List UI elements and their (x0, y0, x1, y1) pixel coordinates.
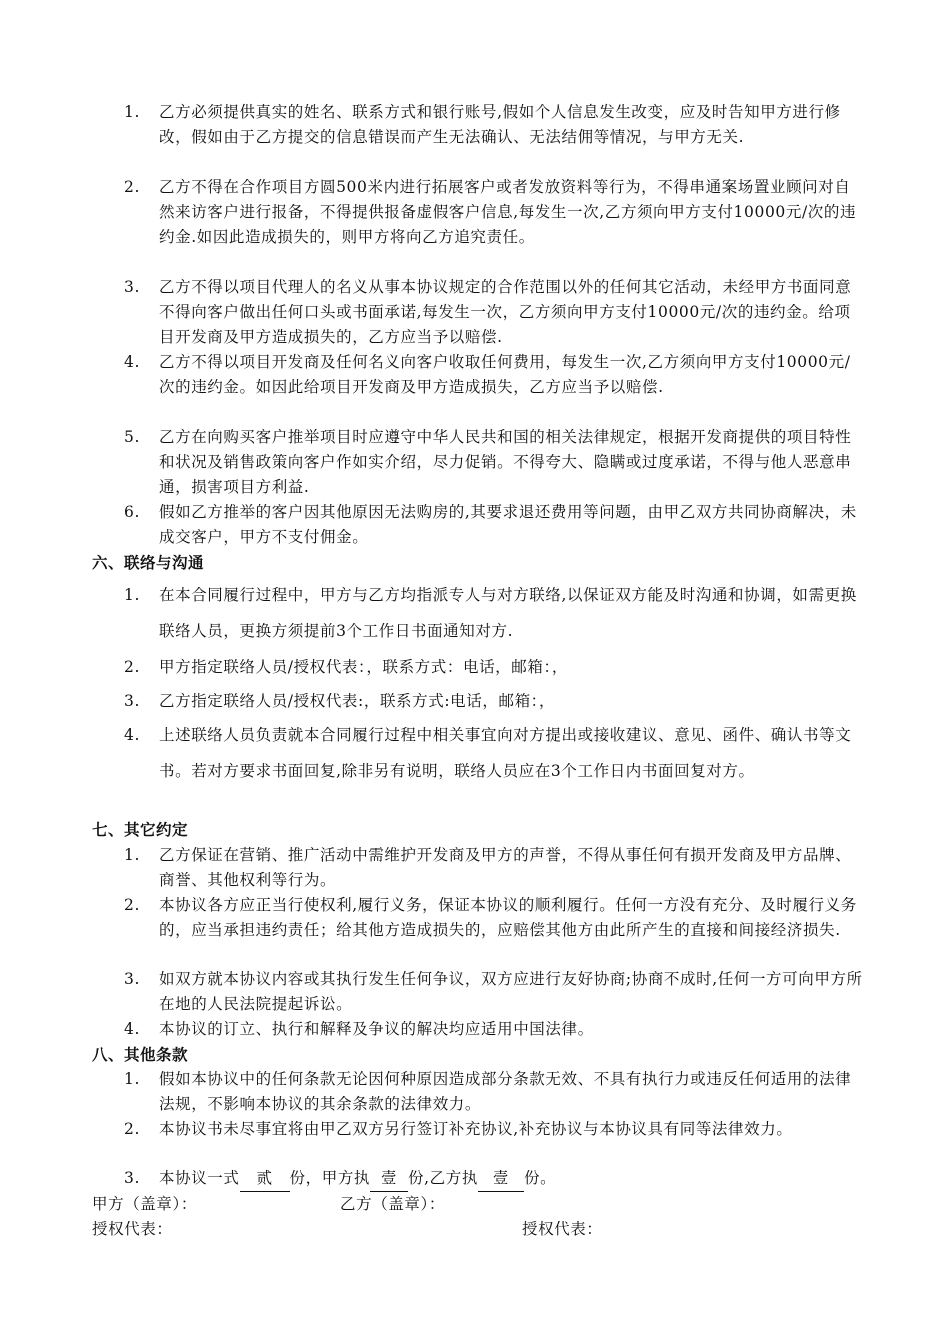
clause-8-1 (124, 1067, 864, 1117)
clause-text: 乙方指定联络人员/授权代表:，联系方式:电话，邮箱：， (159, 692, 556, 710)
clause-text: 上述联络人员负责就本合同履行过程中相关事宜向对方提出或接收建议、意见、函件、确认书等文书。若对方要求书面回复,除非另有说明，联络人员应在3个工作日内书面回复对方。 (159, 726, 852, 780)
clause-number: 1. (124, 1070, 140, 1088)
clause-number: 1. (124, 586, 140, 604)
party-b-seal-label: 乙方（盖章）： (340, 1195, 445, 1213)
clause-text: 如双方就本协议内容或其执行发生任何争议，双方应进行友好协商;协商不成时,任何一方可向甲方所在地的人民法院提起诉讼。 (159, 970, 863, 1013)
clause-5-2 (124, 175, 864, 250)
party-b-rep-label: 授权代表： (522, 1220, 603, 1238)
clause-number: 2. (124, 658, 140, 676)
clause-text: 本协议书未尽事宜将由甲乙双方另行签订补充协议,补充协议与本协议具有同等法律效力。 (159, 1120, 793, 1138)
clause-text: 乙方不得以项目代理人的名义从事本协议规定的合作范围以外的任何其它活动，未经甲方书面同意不得向客户做出任何口头或书面承诺,每发生一次，乙方须向甲方支付10000元/次的违约金。给项目开发商及甲方造成损失的，乙方应当予以赔偿. (159, 278, 852, 346)
clause-5-5 (124, 425, 864, 500)
clause-number: 3. (124, 1169, 140, 1187)
clause-text: 乙方不得在合作项目方圆500米内进行拓展客户或者发放资料等行为，不得串通案场置业顾问对自然来访客户进行报备，不得提供报备虚假客户信息,每发生一次,乙方须向甲方支付10000元/次的违约金.如因此造成损失的，则甲方将向乙方追究责任。 (159, 178, 857, 246)
clause-6-2 (124, 649, 864, 685)
party-a-rep-label: 授权代表： (92, 1220, 173, 1238)
clause-text: 乙方必须提供真实的姓名、联系方式和银行账号,假如个人信息发生改变，应及时告知甲方进行修改，假如由于乙方提交的信息错误而产生无法确认、无法结佣等情况，与甲方无关. (159, 103, 841, 146)
clause-number: 1. (124, 103, 140, 121)
clause-number: 3. (124, 692, 140, 710)
clause-text: 乙方在向购买客户推举项目时应遵守中华人民共和国的相关法律规定，根据开发商提供的项目特性和状况及销售政策向客户作如实介绍，尽力促销。不得夸大、隐瞒或过度承诺，不得与他人恶意串通，损害项目方利益. (159, 428, 852, 496)
clause-6-1 (124, 577, 864, 649)
clause-number: 3. (124, 278, 140, 296)
clause-8-3 (124, 1166, 864, 1192)
section-8-heading: 八、其他条款 (92, 1045, 189, 1064)
clause-number: 6. (124, 503, 140, 521)
clause-number: 2. (124, 178, 140, 196)
clause-6-4 (124, 717, 864, 789)
clause-text: 假如本协议中的任何条款无论因何种原因造成部分条款无效、不具有执行力或违反任何适用的法律法规，不影响本协议的其余条款的法律效力。 (159, 1070, 852, 1113)
clause-text: 乙方保证在营销、推广活动中需维护开发商及甲方的声誉，不得从事任何有损开发商及甲方品牌、商誉、其他权利等行为。 (159, 846, 852, 889)
clause-5-4 (124, 350, 864, 400)
clause-number: 2. (124, 896, 140, 914)
clause-number: 2. (124, 1120, 140, 1138)
clause-5-6 (124, 500, 864, 550)
clause-7-4 (124, 1017, 864, 1042)
copies-total-fill: 贰 (240, 1166, 290, 1192)
section-7-heading: 七、其它约定 (92, 820, 189, 839)
clause-number: 4. (124, 726, 140, 744)
clause-6-3 (124, 683, 864, 719)
clause-text: 乙方不得以项目开发商及任何名义向客户收取任何费用，每发生一次,乙方须向甲方支付10000元/次的违约金。如因此给项目开发商及甲方造成损失，乙方应当予以赔偿. (159, 353, 851, 396)
party-a-seal-label: 甲方（盖章）： (92, 1195, 197, 1213)
clause-5-1 (124, 100, 864, 150)
clause-number: 4. (124, 1020, 140, 1038)
section-6-heading: 六、联络与沟通 (92, 553, 205, 572)
clause-7-2 (124, 893, 864, 943)
clause-number: 3. (124, 970, 140, 988)
clause-7-1 (124, 843, 864, 893)
clause-text (159, 1166, 864, 1192)
copies-mid2: 份,乙方执 (408, 1169, 478, 1187)
clause-number: 4. (124, 353, 140, 371)
clause-8-2 (124, 1117, 864, 1142)
clause-text: 甲方指定联络人员/授权代表：，联系方式：电话，邮箱：， (159, 658, 568, 676)
clause-text: 本协议各方应正当行使权利,履行义务，保证本协议的顺利履行。任何一方没有充分、及时履行义务的，应当承担违约责任；给其他方造成损失的，应赔偿其他方由此所产生的直接和间接经济损失. (159, 896, 857, 939)
clause-5-3 (124, 275, 864, 350)
clause-number: 5. (124, 428, 140, 446)
copies-prefix: 本协议一式 (159, 1169, 240, 1187)
copies-party-b-fill: 壹 (478, 1166, 524, 1192)
copies-suffix: 份。 (523, 1169, 557, 1187)
clause-7-3 (124, 967, 864, 1017)
clause-number: 1. (124, 846, 140, 864)
copies-party-a-fill: 壹 (370, 1166, 408, 1192)
copies-mid1: 份，甲方执 (289, 1169, 371, 1187)
clause-text: 本协议的订立、执行和解释及争议的解决均应适用中国法律。 (159, 1020, 594, 1038)
clause-text: 假如乙方推举的客户因其他原因无法购房的,其要求退还费用等问题，由甲乙双方共同协商解决，未成交客户，甲方不支付佣金。 (159, 503, 857, 546)
clause-text: 在本合同履行过程中，甲方与乙方均指派专人与对方联络,以保证双方能及时沟通和协调，如需更换联络人员，更换方须提前3个工作日书面通知对方. (159, 586, 857, 640)
